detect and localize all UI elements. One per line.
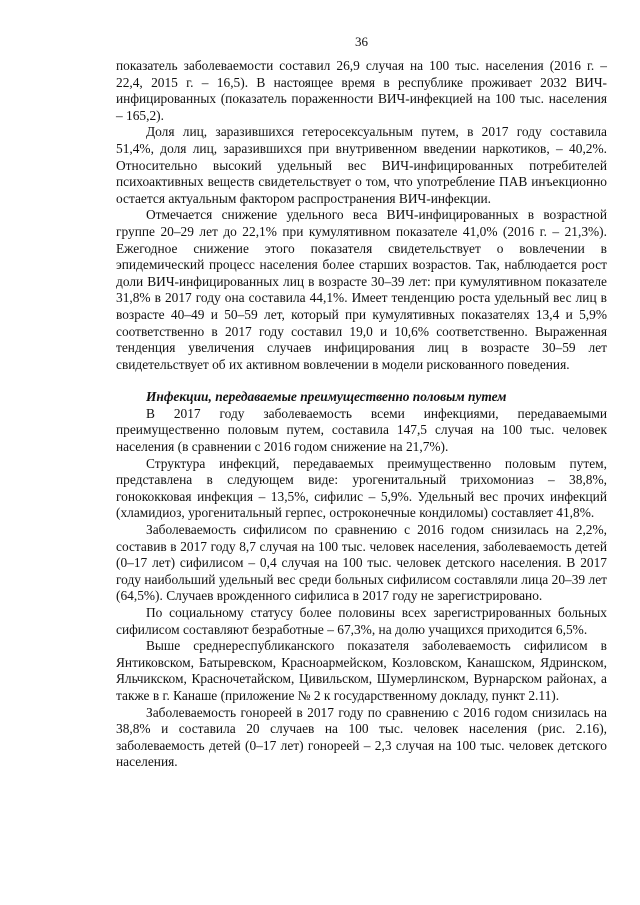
paragraph: Структура инфекций, передаваемых преимущественно половым путем, представлена в следующем виде: урогенитальный трихомониаз – 38,8%, гонококковая инфекция – 13,5%, сифилис – 5,9%. Удельный вес прочих инфекций (хламидиоз, урогенитальный герпес, остроконечные кондиломы) составляет 41,8%. <box>116 455 607 521</box>
document-body <box>116 58 607 771</box>
paragraph: Отмечается снижение удельного веса ВИЧ-инфицированных в возрастной группе 20–29 лет до 22,1% при кумулятивном показателе 41,0% (2016 г. – 21,3%). Ежегодное снижение этого показателя свидетельствует о вовлечении в эпидемический процесс населения более старших возрастов. Так, наблюдается рост доли ВИЧ-инфицированных лиц в возрасте 30–39 лет: при кумулятивном показателе 31,8% в 2017 году она составила 44,1%. Имеет тенденцию роста удельный вес лиц в возрасте 40–49 и 50–59 лет, который при кумулятивных показателях 13,4 и 5,9% соответственно в 2017 году составил 19,0 и 10,6% соответственно. Выраженная тенденция увеличения случаев инфицирования лиц в возрасте 30–59 лет свидетельствует об их активном вовлечении в модели рискованного поведения. <box>116 207 607 372</box>
paragraph: Доля лиц, заразившихся гетеросексуальным путем, в 2017 году составила 51,4%, доля лиц, заразившихся при внутривенном введении наркотиков, – 40,2%. Относительно высокий удельный вес ВИЧ-инфицированных потребителей психоактивных веществ свидетельствует о том, что употребление ПАВ инъекционно остается актуальным фактором распространения ВИЧ-инфекции. <box>116 124 607 206</box>
paragraph: Выше среднереспубликанского показателя заболеваемость сифилисом в Янтиковском, Батыревском, Красноармейском, Козловском, Канашском, Ядринском, Яльчикском, Красночетайском, Цивильском, Шумерлинском, Вурнарском районах, а также в г. Канаше (приложение № 2 к государственному докладу, пункт 2.11). <box>116 638 607 703</box>
page-number: 36 <box>355 34 368 49</box>
section-title: Инфекции, передаваемые преимущественно половым путем <box>146 389 507 405</box>
paragraph: показатель заболеваемости составил 26,9 случая на 100 тыс. населения (2016 г. – 22,4, 2015 г. – 16,5). В настоящее время в республике проживает 2032 ВИЧ-инфицированных (показатель пораженности ВИЧ-инфекцией на 100 тыс. населения – 165,2). <box>116 58 607 123</box>
paragraph: В 2017 году заболеваемость всеми инфекциями, передаваемыми преимущественно половым путем, составила 147,5 случая на 100 тыс. человек населения (в сравнении с 2016 годом снижение на 21,7%). <box>116 405 607 455</box>
paragraph: Заболеваемость гонореей в 2017 году по сравнению с 2016 годом снизилась на 38,8% и составила 20 случаев на 100 тыс. человек населения (рис. 2.16), заболеваемость детей (0–17 лет) гонореей – 2,3 случая на 100 тыс. человек детского населения. <box>116 704 607 770</box>
paragraph: Заболеваемость сифилисом по сравнению с 2016 годом снизилась на 2,2%, составив в 2017 году 8,7 случая на 100 тыс. человек населения, заболеваемость детей (0–17 лет) сифилисом – 0,4 случая на 100 тыс. человек детского населения. В 2017 году наибольший удельный вес среди больных сифилисом составляли лица 20–39 лет (64,5%). Случаев врожденного сифилиса в 2017 году не зарегистрировано. <box>116 522 607 604</box>
paragraph: По социальному статусу более половины всех зарегистрированных больных сифилисом составляют безработные – 67,3%, на долю учащихся приходится 6,5%. <box>116 605 607 637</box>
